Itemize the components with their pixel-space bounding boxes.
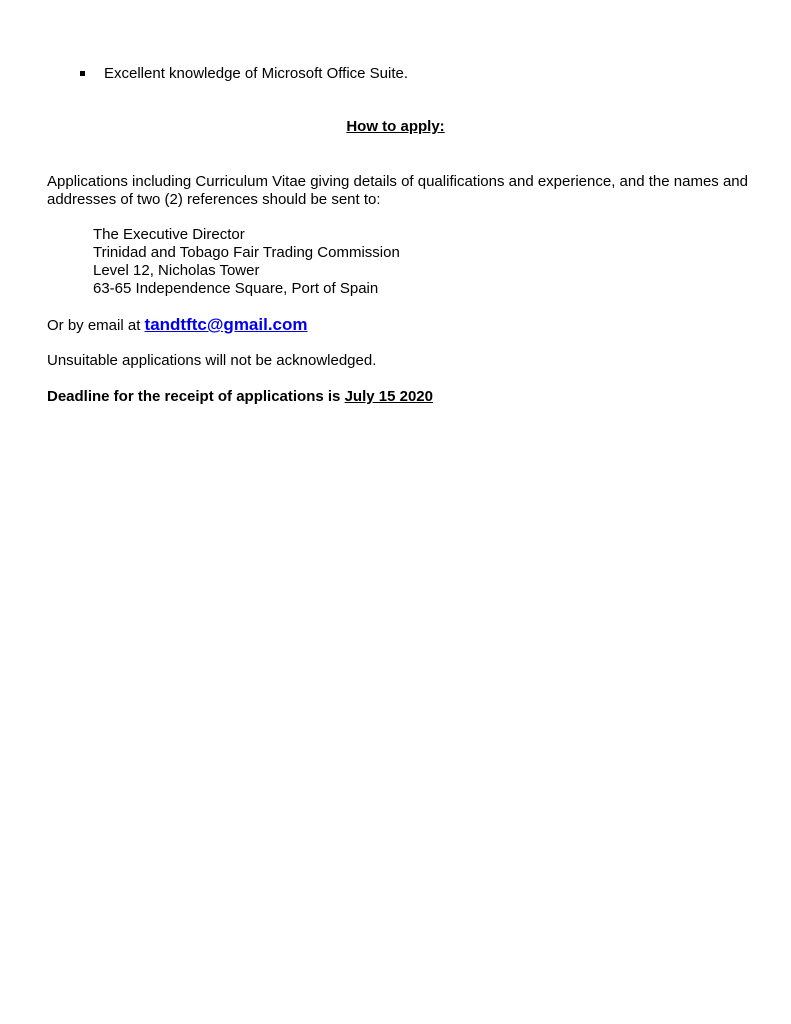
unsuitable-notice: Unsuitable applications will not be acknowledged.	[47, 352, 377, 369]
how-to-apply-heading	[0, 118, 791, 136]
application-instructions: Applications including Curriculum Vitae giving details of qualifications and experience, and the names and addresses of two (2) references should be sent to:	[47, 173, 748, 208]
address-line: Level 12, Nicholas Tower	[93, 262, 260, 279]
email-prefix: Or by email at	[47, 317, 145, 334]
requirement-bullet-item	[80, 65, 408, 83]
address-line: Trinidad and Tobago Fair Trading Commission	[93, 244, 400, 261]
email-link[interactable]: tandtftc@gmail.com	[144, 315, 308, 334]
mailing-address	[93, 226, 400, 298]
deadline-date: July 15 2020	[344, 388, 433, 405]
address-line: 63-65 Independence Square, Port of Spain	[93, 280, 379, 297]
deadline-line	[47, 388, 757, 406]
square-bullet-icon	[80, 71, 85, 76]
address-line: The Executive Director	[93, 226, 245, 243]
how-to-apply-heading-text: How to apply:	[346, 118, 445, 135]
deadline-prefix: Deadline for the receipt of applications is	[47, 388, 345, 405]
requirement-text: Excellent knowledge of Microsoft Office Suite.	[104, 65, 409, 82]
email-line	[47, 316, 757, 335]
